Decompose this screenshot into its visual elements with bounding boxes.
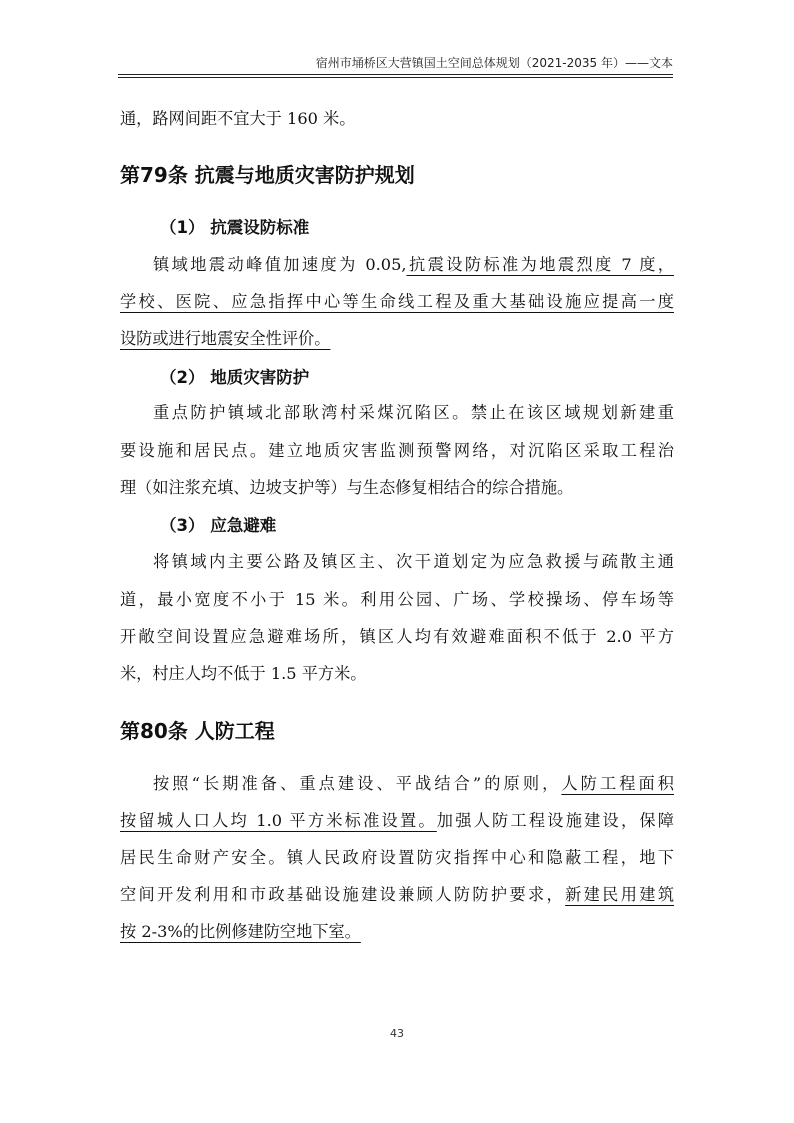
underlined-text: 按留城人口人均 1.0 平方米标准设置。 bbox=[120, 811, 437, 830]
paragraph-line: 道，最小宽度不小于 15 米。利用公园、广场、学校操场、停车场等 bbox=[120, 590, 674, 609]
running-header: 宿州市埇桥区大营镇国土空间总体规划（2021-2035 年）——文本 bbox=[315, 56, 673, 70]
paragraph-line: 居民生命财产安全。镇人民政府设置防灾指挥中心和隐蔽工程，地下 bbox=[120, 848, 674, 867]
paragraph-line bbox=[120, 329, 674, 349]
underlined-text: 抗震设防标准为地震烈度 7 度， bbox=[406, 255, 674, 274]
paragraph-line bbox=[120, 811, 674, 831]
text-run: 镇域地震动峰值加速度为 0.05, bbox=[153, 255, 407, 274]
header-rule bbox=[118, 74, 673, 75]
underlined-text: 新建民用建筑 bbox=[565, 885, 675, 904]
paragraph-line: 通，路网间距不宜大于 160 米。 bbox=[120, 109, 356, 128]
article-80-heading: 第80条 人防工程 bbox=[120, 719, 275, 743]
text-run: 空间开发利用和市政基础设施建设兼顾人防防护要求， bbox=[120, 885, 566, 904]
paragraph-line bbox=[153, 774, 674, 794]
page-number: 43 bbox=[390, 1027, 404, 1040]
paragraph-line: 理（如注浆充填、边坡支护等）与生态修复相结合的综合措施。 bbox=[120, 478, 574, 497]
underlined-text: 人防工程面积 bbox=[561, 774, 674, 793]
paragraph-line bbox=[120, 885, 674, 905]
paragraph-line bbox=[153, 255, 674, 275]
paragraph-line: 将镇域内主要公路及镇区主、次干道划定为应急救援与疏散主通 bbox=[153, 552, 674, 571]
underlined-text: 按 2-3%的比例修建防空地下室。 bbox=[120, 922, 361, 941]
underlined-text: 设防或进行地震安全性评价。 bbox=[120, 329, 331, 348]
article-79-heading: 第79条 抗震与地质灾害防护规划 bbox=[120, 163, 415, 187]
paragraph-line: 重点防护镇域北部耿湾村采煤沉陷区。禁止在该区域规划新建重 bbox=[153, 403, 674, 422]
subsection-heading-2: （2） 地质灾害防护 bbox=[160, 368, 310, 387]
paragraph-line: 要设施和居民点。建立地质灾害监测预警网络，对沉陷区采取工程治 bbox=[120, 441, 674, 460]
paragraph-line: 米，村庄人均不低于 1.5 平方米。 bbox=[120, 664, 367, 683]
subsection-heading-3: （3） 应急避难 bbox=[160, 516, 277, 535]
paragraph-line: 开敞空间设置应急避难场所，镇区人均有效避难面积不低于 2.0 平方 bbox=[120, 627, 674, 646]
header-rule-thin bbox=[118, 77, 673, 78]
text-run: 按照“长期准备、重点建设、平战结合”的原则， bbox=[153, 774, 562, 793]
underlined-line: 学校、医院、应急指挥中心等生命线工程及重大基础设施应提高一度 bbox=[120, 292, 674, 311]
paragraph-line bbox=[120, 922, 674, 942]
subsection-heading-1: （1） 抗震设防标准 bbox=[160, 218, 310, 237]
text-run: 加强人防工程设施建设，保障 bbox=[436, 811, 674, 830]
